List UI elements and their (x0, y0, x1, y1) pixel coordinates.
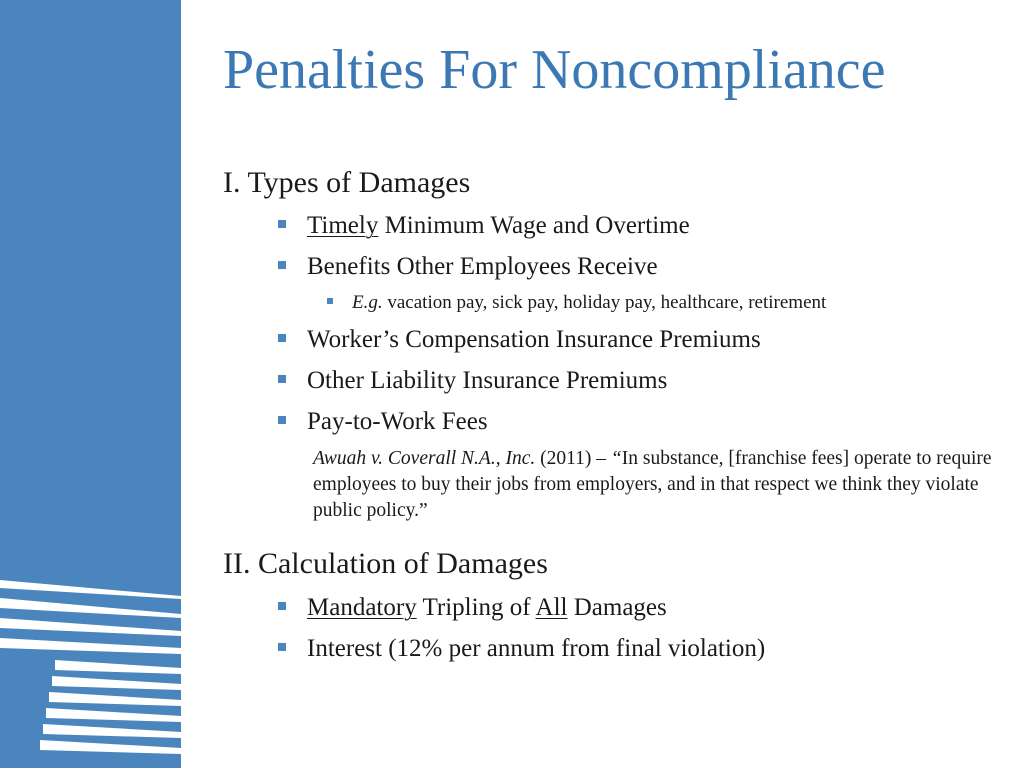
stripe (52, 676, 181, 690)
bullet-square-icon (278, 220, 286, 228)
stripe (55, 660, 181, 674)
bullet-square-icon (278, 643, 286, 651)
bullet-square-icon (278, 261, 286, 269)
quote-text: In substance, [franchise fees] operate to require employees to buy their jobs from employers, and in that respect we think they violate public policy.” (313, 448, 992, 521)
bullet-end: Damages (567, 594, 667, 621)
stripe (43, 724, 181, 738)
stripe (40, 740, 181, 754)
stripe (0, 598, 181, 618)
bullet-text: Interest (12% per annum from final violation) (307, 635, 766, 662)
bullet-mid: Tripling of (416, 594, 536, 621)
sidebar-panel (0, 0, 181, 768)
bullet-square-icon (278, 416, 286, 424)
underlined-word: Timely (307, 212, 379, 239)
bullet-text (307, 213, 690, 238)
stripe (0, 618, 181, 636)
case-name: Awuah v. Coverall N.A., Inc. (313, 448, 536, 469)
underlined-word: All (535, 594, 568, 621)
bullet-text: Other Liability Insurance Premiums (307, 367, 668, 394)
stripe (49, 692, 181, 706)
stripe (0, 580, 181, 599)
bullet-text (307, 595, 667, 620)
underlined-word: Mandatory (307, 594, 417, 621)
slide-title: Penalties For Noncompliance (223, 39, 886, 101)
stripe (46, 708, 181, 722)
case-year: (2011) – (535, 448, 611, 469)
bullet-square-icon (278, 602, 286, 610)
bullet-rest: Minimum Wage and Overtime (378, 212, 690, 239)
sidebar-stripes (0, 0, 181, 768)
section-heading-calculation: II. Calculation of Damages (223, 547, 548, 580)
bullet-rest: vacation pay, sick pay, holiday pay, healthcare, retirement (382, 292, 827, 313)
bullet-text (352, 293, 826, 312)
bullet-square-icon (327, 298, 333, 304)
bullet-text: Pay-to-Work Fees (307, 408, 488, 435)
bullet-square-icon (278, 334, 286, 342)
bullet-text: Benefits Other Employees Receive (307, 253, 658, 280)
section-heading-types: I. Types of Damages (223, 166, 471, 199)
bullet-text: Worker’s Compensation Insurance Premiums (307, 326, 761, 353)
italic-eg: E.g. (352, 292, 383, 313)
case-citation (313, 446, 1003, 524)
open-quote: “ (610, 448, 622, 469)
bullet-square-icon (278, 375, 286, 383)
stripe (0, 638, 181, 654)
